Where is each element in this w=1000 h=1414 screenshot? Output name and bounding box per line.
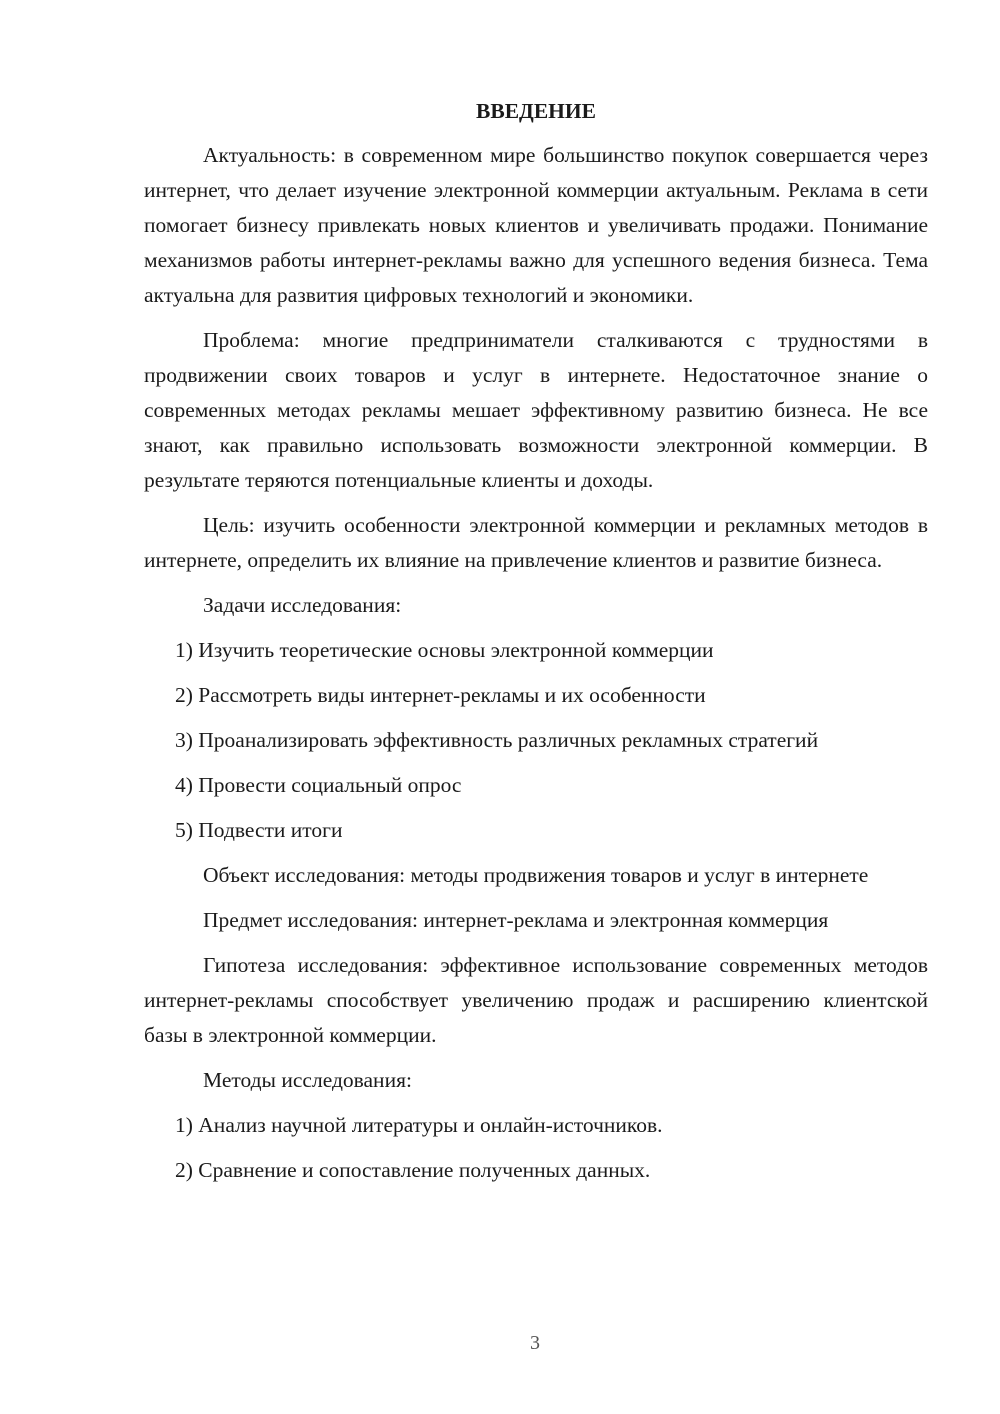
- goal-paragraph: Цель: изучить особенности электронной коммерции и рекламных методов в интернете, определить их влияние на привлечение клиентов и развитие бизнеса.: [144, 513, 928, 572]
- tasks-list: [144, 633, 928, 848]
- methods-title: Методы исследования:: [203, 1068, 412, 1092]
- list-item: 3) Проанализировать эффективность различных рекламных стратегий: [175, 728, 819, 752]
- list-item: 2) Рассмотреть виды интернет-рекламы и их особенности: [175, 683, 706, 707]
- section-heading: ВВЕДЕНИЕ: [476, 99, 596, 123]
- list-item: 4) Провести социальный опрос: [175, 773, 462, 797]
- actuality-paragraph: Актуальность: в современном мире большинство покупок совершается через интернет, что делает изучение электронной коммерции актуальным. Реклама в сети помогает бизнесу привлекать новых клиентов и увеличивать продажи. Понимание механизмов работы интернет-рекламы важно для успешного ведения бизнеса. Тема актуальна для развития цифровых технологий и экономики.: [144, 143, 928, 307]
- page-number: 3: [530, 1332, 540, 1354]
- hypothesis-paragraph: Гипотеза исследования: эффективное использование современных методов интернет-рекламы способствует увеличению продаж и расширению клиентской базы в электронной коммерции.: [144, 953, 928, 1047]
- methods-list: [144, 1108, 928, 1188]
- object-paragraph: Объект исследования: методы продвижения товаров и услуг в интернете: [203, 863, 869, 887]
- list-item: 5) Подвести итоги: [175, 818, 343, 842]
- list-item: 1) Анализ научной литературы и онлайн-источников.: [175, 1113, 663, 1137]
- tasks-title: Задачи исследования:: [203, 593, 402, 617]
- page-content: [144, 96, 928, 1198]
- problem-paragraph: Проблема: многие предприниматели сталкиваются с трудностями в продвижении своих товаров и услуг в интернете. Недостаточное знание о современных методах рекламы мешает эффективному развитию бизнеса. Не все знают, как правильно использовать возможности электронной коммерции. В результате теряются потенциальные клиенты и доходы.: [144, 328, 928, 492]
- subject-paragraph: Предмет исследования: интернет-реклама и электронная коммерция: [203, 908, 829, 932]
- list-item: 2) Сравнение и сопоставление полученных данных.: [175, 1158, 651, 1182]
- list-item: 1) Изучить теоретические основы электронной коммерции: [175, 638, 714, 662]
